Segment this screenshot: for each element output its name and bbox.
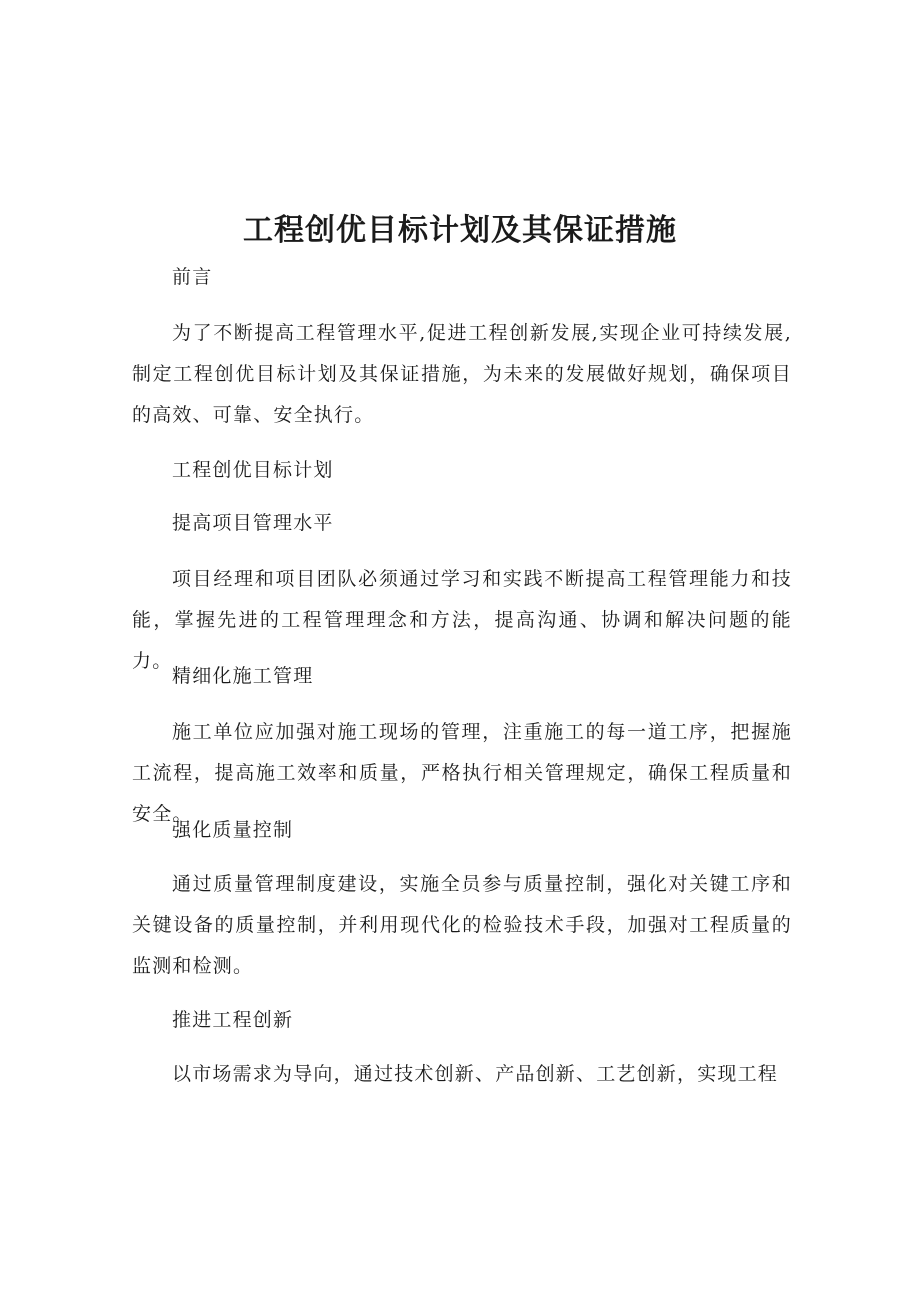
paragraph-construction: 施工单位应加强对施工现场的管理，注重施工的每一道工序，把握施工流程，提高施工效率和质量，严格执行相关管理规定，确保工程质量和安全。	[132, 721, 792, 825]
paragraph-management: 项目经理和项目团队必须通过学习和实践不断提高工程管理能力和技能，掌握先进的工程管理理念和方法，提高沟通、协调和解决问题的能力。	[132, 568, 792, 672]
section-heading-goals: 工程创优目标计划	[172, 459, 334, 481]
paragraph-preface: 为了不断提高工程管理水平,促进工程创新发展,实现企业可持续发展,制定工程创优目标计划及其保证措施，为未来的发展做好规划，确保项目的高效、可靠、安全执行。	[132, 322, 792, 426]
document-title: 工程创优目标计划及其保证措施	[243, 213, 677, 248]
paragraph-innovation: 以市场需求为导向，通过技术创新、产品创新、工艺创新，实现工程	[172, 1063, 779, 1085]
section-heading-preface: 前言	[172, 266, 213, 288]
subheading-construction: 精细化施工管理	[172, 665, 314, 687]
subheading-quality: 强化质量控制	[172, 819, 294, 841]
subheading-management: 提高项目管理水平	[172, 512, 334, 534]
subheading-innovation: 推进工程创新	[172, 1009, 294, 1031]
paragraph-quality: 通过质量管理制度建设，实施全员参与质量控制，强化对关键工序和关键设备的质量控制，并利用现代化的检验技术手段，加强对工程质量的监测和检测。	[132, 873, 792, 977]
